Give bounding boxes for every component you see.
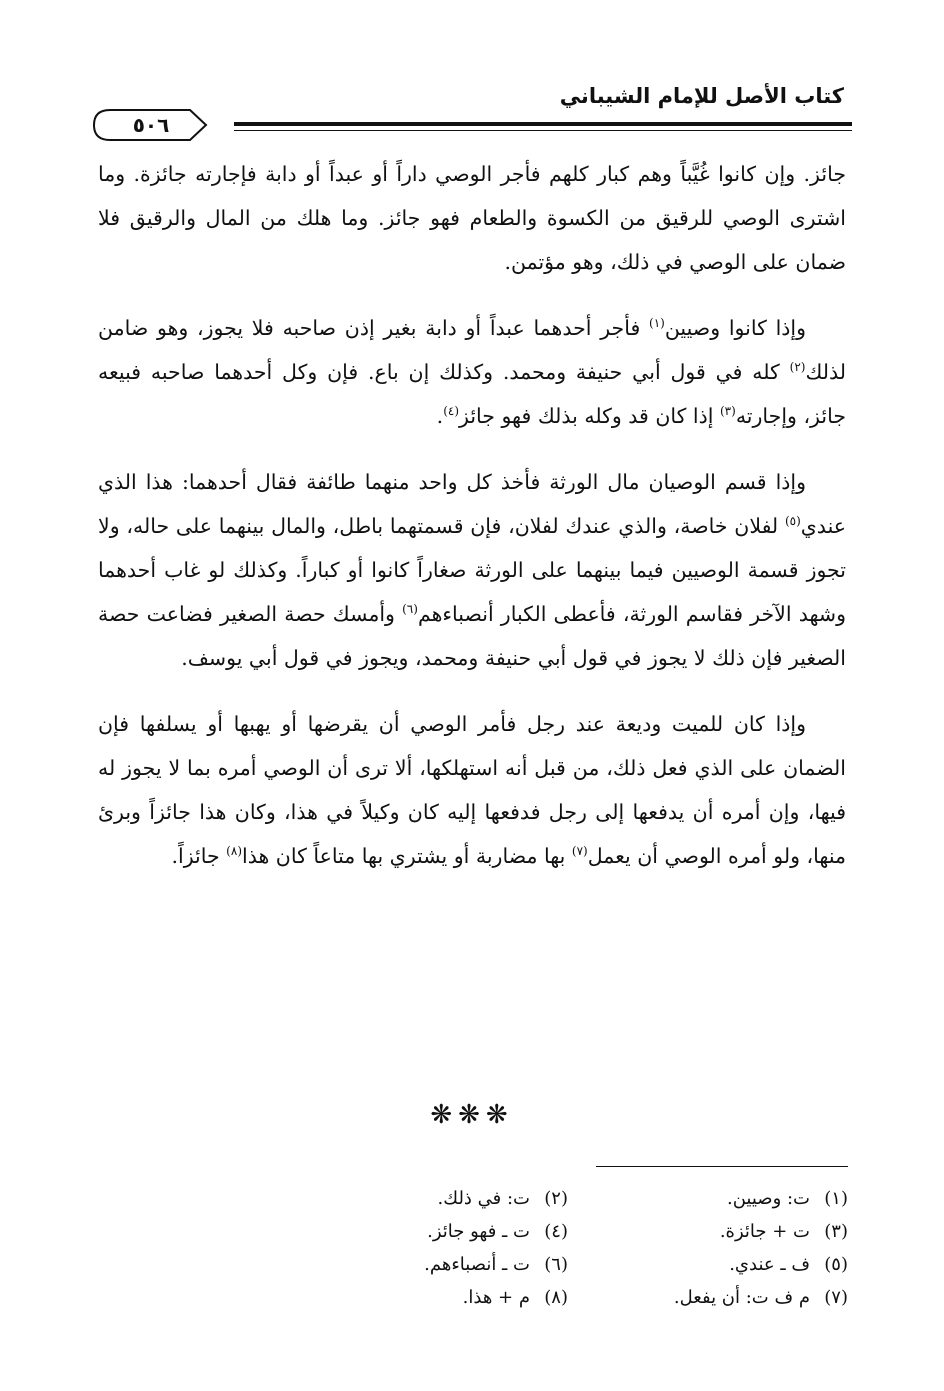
footnote-ref: (٢): [789, 360, 806, 375]
footnote-5: (٥)ف ـ عندي.: [729, 1254, 848, 1275]
footnote-8: (٨)م + هذا.: [462, 1287, 568, 1308]
footnote-7: (٧)م ف ت: أن يفعل.: [673, 1287, 848, 1308]
footnote-2: (٢)ت: في ذلك.: [437, 1188, 568, 1209]
paragraph-4: وإذا كان للميت وديعة عند رجل فأمر الوصي أن يقرضها أو يهبها أو يسلفها فإن الضمان على الذي فعل ذلك، من قبل أنه استهلكها، ألا ترى أن الوصي أمره بما لا يجوز له فيها، وإن أمره أن يدفعها إلى رجل فدفعها إليه كان وكيلاً في هذا، وكان هذا جائزاً وبرئ منها، ولو أمره الوصي أن يعمل$^{(٧)}$ بها مضاربة أو يشتري بها متاعاً كان هذا$^{(٨)}$ جائزاً.: [98, 712, 846, 868]
footnote-ref: (٣): [719, 404, 736, 419]
footnote-6: (٦)ت ـ أنصباءهم.: [424, 1254, 568, 1275]
footnote-ref: (٤): [443, 404, 460, 419]
footnote-4: (٤)ت ـ فهو جائز.: [427, 1221, 568, 1242]
paragraph-3: وإذا قسم الوصيان مال الورثة فأخذ كل واحد منهما طائفة فقال أحدهما: هذا الذي عندي$^{(٥)}$ لفلان خاصة، والذي عندك لفلان، فإن قسمتهما باطل، والمال بينهما على حاله، ولا تجوز قسمة الوصيين فيما بينهما على الورثة صغاراً كانوا أو كباراً. وكذلك لو غاب أحدهما وشهد الآخر فقاسم الورثة، فأعطى الكبار أنصباءهم$^{(٦)}$ وأمسك حصة الصغير فضاعت حصة الصغير فإن ذلك لا يجوز في قول أبي حنيفة ومحمد، ويجوز في قول أبي يوسف.: [98, 470, 846, 670]
header-rule-thin: [234, 130, 852, 131]
footnote-ref: (٦): [402, 602, 418, 617]
running-header-title: كتاب الأصل للإمام الشيباني: [559, 84, 844, 108]
page-number-frame: [92, 108, 208, 142]
paragraph-1: جائز. وإن كانوا غُيَّباً وهم كبار كلهم فأجر الوصي داراً أو عبداً أو دابة فإجارته جائزة. وما اشترى الوصي للرقيق من الكسوة والطعام فهو جائز. وما هلك من المال والرقيق فلا ضمان على الوصي في ذلك، وهو مؤتمن.: [98, 162, 847, 274]
body-text: [98, 152, 846, 900]
page-number: ٥٠٦: [132, 113, 170, 137]
footnotes: [288, 1182, 848, 1314]
footnote-1: (١)ت: وصيين.: [727, 1188, 848, 1209]
footnote-ref: (٥): [784, 514, 801, 529]
footnote-3: (٣)ت + جائزة.: [719, 1221, 848, 1242]
header-rule-thick: [234, 122, 852, 126]
paragraph-2: وإذا كانوا وصيين$^{(١)}$ فأجر أحدهما عبداً أو دابة بغير إذن صاحبه فلا يجوز، وهو ضامن لذلك$^{(٢)}$ كله في قول أبي حنيفة ومحمد. وكذلك إن باع. فإن وكل أحدهما صاحبه فبيعه جائز، وإجارته$^{(٣)}$ إذا كان قد وكله بذلك فهو جائز$^{(٤)}$.: [98, 316, 846, 428]
footnote-ref: (٧): [571, 844, 588, 859]
footnote-ref: (١): [649, 316, 665, 331]
footnote-ref: (٨): [226, 844, 242, 859]
section-separator: ❋❋❋: [430, 1100, 514, 1130]
footnote-rule: [596, 1166, 848, 1167]
